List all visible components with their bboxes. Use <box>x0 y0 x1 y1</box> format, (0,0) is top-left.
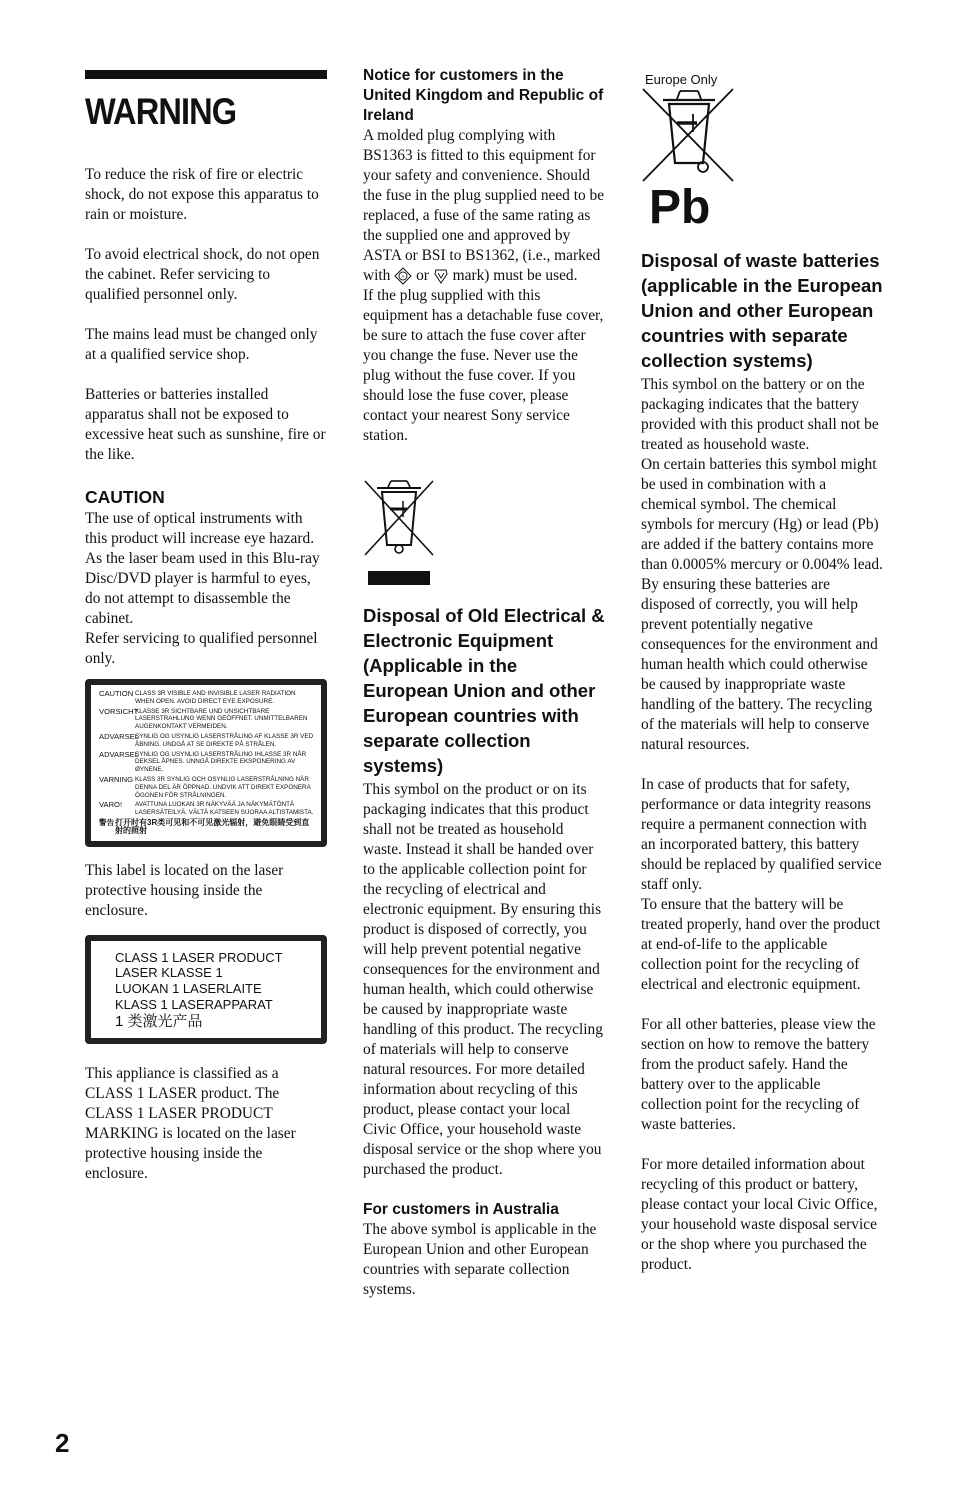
class1-laser-label <box>85 935 327 1044</box>
warning-paragraph-3: The mains lead must be changed only at a qualified service shop. <box>85 326 318 363</box>
label-row-head: VORSICHT <box>99 706 139 716</box>
plug-text-2: If the plug supplied with this equipment has a detachable fuse cover, be sure to attach the fuse cover after you change the fuse. Never use the plug without the fuse cover. If you should lose the fuse cover, please contact your nearest Sony service station. <box>363 287 604 444</box>
label-row-head: VARNING <box>99 774 134 784</box>
label-row-text: SYNLIG OG USYNLIG LASERSTRÅLING AF KLASSE 3R VED ÅBNING. UNDGÅ AT SE DIREKTE PÅ STRÅLEN. <box>135 732 314 748</box>
warning-heading: WARNING <box>85 91 237 132</box>
crossed-out-bin-icon <box>641 87 737 185</box>
label-row-text: KLASSE 3R SICHTBARE UND UNSICHTBARE LASERSTRAHLUNG WENN GEÖFFNET. UNMITTELBAREN AUGENKONTAKT VERMEIDEN. <box>135 707 308 731</box>
class-label-line: LASER KLASSE 1 <box>115 965 223 981</box>
class-label-line: 1 类激光产品 <box>115 1012 203 1030</box>
weee-disposal-text: This symbol on the product or on its packaging indicates that this product shall not be treated as household waste. Instead it shall be handed over to the applicable collection point for the recycling of electrical and electronic equipment. By ensuring this product is disposed of correctly, you will help prevent potential negative consequences for the environment and human health, which could otherwise be caused by inappropriate waste handling of this product. The recycling of materials will help to conserve natural resources. For more detailed information about recycling of this product, please contact your local Civic Office, your household waste disposal service or the shop where you purchased the product. <box>363 781 603 1178</box>
uk-notice-heading: Notice for customers in the United Kingdom and Republic of Ireland <box>363 67 604 124</box>
label-row-head: ADVARSEL <box>99 731 139 741</box>
label-row <box>99 751 316 774</box>
label-row-text: 打开时有3R类可见和不可见激光辐射，避免眼睛受到直射的照射 <box>115 817 310 835</box>
label-row-text: SYNLIG OG USYNLIG LASERSTRÅLING IHLASSE 3R NÅR DEKSEL ÅPNES. UNNGÅ DIREKTE EKSPONERING AV ØYNENE. <box>135 750 307 774</box>
label-row <box>99 690 316 706</box>
plug-text-1: A molded plug complying with BS1363 is fitted to this equipment for your safety and convenience. Should the fuse in the plug supplied need to be replaced, a fuse of the same rating as the supplied one and approved by ASTA or BSI to BS1362, (i.e., marked with <box>363 127 605 284</box>
warning-paragraph-1: To reduce the risk of fire or electric shock, do not expose this apparatus to rain or moisture. <box>85 166 319 223</box>
label-row-head: CAUTION <box>99 689 134 698</box>
label-row <box>99 733 316 749</box>
plug-text <box>363 126 605 286</box>
label-row-text: KLASS 3R SYNLIG OCH OSYNLIG LASERSTRÅLNING NÄR DENNA DEL ÄR ÖPPNAD. UNDVIK ATT DIREKT EXPONERA ÖGONEN FÖR STRÅLNINGEN. <box>135 775 311 799</box>
label-row-head: 警告 <box>99 817 115 827</box>
label-row <box>99 776 316 799</box>
label-row-head: ADVARSEL <box>99 749 139 759</box>
label-row <box>99 708 316 731</box>
battery-paragraph-6: For all other batteries, please view the section on how to remove the battery from the product safely. Hand the battery over to the applicable collection point for the recycling of waste batteries. <box>641 1016 876 1133</box>
weee-disposal-heading: Disposal of Old Electrical & Electronic Equipment (Applicable in the European Union and other European countries with separate collection systems) <box>363 605 605 776</box>
label-row <box>99 819 316 835</box>
battery-disposal-heading: Disposal of waste batteries (applicable in the European Union and other European countries with separate collection systems) <box>641 250 883 371</box>
class-text: This appliance is classified as a CLASS 1 LASER product. The CLASS 1 LASER PRODUCT MARKING is located on the laser protective housing inside the enclosure. <box>85 1064 296 1182</box>
label-location-text: This label is located on the laser protective housing inside the enclosure. <box>85 861 284 919</box>
warning-paragraph-2: To avoid electrical shock, do not open the cabinet. Refer servicing to qualified personnel only. <box>85 246 320 303</box>
caution-text: The use of optical instruments with this product will increase eye hazard. As the laser beam used in this Blu-ray Disc/DVD player is harmful to eyes, do not attempt to disassemble the cabinet. <box>85 510 320 627</box>
laser-warning-label <box>85 679 327 847</box>
caution-text-2: Refer servicing to qualified personnel only. <box>85 630 318 667</box>
asta-mark-icon <box>394 267 412 285</box>
label-row-text: AVATTUNA LUOKAN 3R NÄKYVÄÄ JA NÄKYMÄTÖNTÄ LASERSÄTEILYÄ. VÄLTÄ KATSEEN SUORAA ALTISTAMISTA. <box>135 801 314 817</box>
weee-symbol <box>363 479 435 592</box>
column-left <box>85 66 327 1184</box>
label-row <box>99 801 316 817</box>
class-label-line: LUOKAN 1 LASERLAITE <box>115 981 262 997</box>
pb-chemical-symbol: Pb <box>649 181 711 234</box>
heading-rule <box>85 70 327 79</box>
plug-text-or: or <box>416 267 429 284</box>
class-label-line: KLASS 1 LASERAPPARAT <box>115 996 273 1012</box>
warning-paragraph-4: Batteries or batteries installed apparatus shall not be exposed to excessive heat such as sunshine, fire or the like. <box>85 386 326 463</box>
caution-heading: CAUTION <box>85 487 165 507</box>
battery-paragraph-5: To ensure that the battery will be treated properly, hand over the product at end-of-life to the applicable collection point for the recycling of electrical and electronic equipment. <box>641 896 881 993</box>
battery-paragraph-3: By ensuring these batteries are disposed of correctly, you will help prevent potentially negative consequences for the environment and human health which could otherwise be caused by inappropriate waste handling of the battery. The recycling of the materials will help to conserve natural resources. <box>641 576 878 753</box>
crossed-out-bin-icon <box>363 479 435 587</box>
plug-text-mark: mark) must be used. <box>452 267 578 284</box>
battery-paragraph-7: For more detailed information about recycling of this product or battery, please contact your local Civic Office, your household waste disposal service or the shop where you purchased the product. <box>641 1156 878 1273</box>
column-middle <box>363 66 605 1300</box>
australia-text: The above symbol is applicable in the European Union and other European countries with separate collection systems. <box>363 1221 597 1298</box>
battery-paragraph-2: On certain batteries this symbol might be used in combination with a chemical symbol. The chemical symbols for mercury (Hg) or lead (Pb) are added if the battery contains more than 0.0005% mercury or 0.004% lead. <box>641 456 883 573</box>
label-row-text: CLASS 3R VISIBLE AND INVISIBLE LASER RADIATION WHEN OPEN. AVOID DIRECT EYE EXPOSURE. <box>135 690 296 705</box>
battery-symbol <box>641 72 741 232</box>
europe-only-label: Europe Only <box>645 72 718 87</box>
bsi-kitemark-icon <box>433 268 449 284</box>
page-number: 2 <box>55 1428 70 1458</box>
battery-paragraph-4: In case of products that for safety, performance or data integrity reasons require a permanent connection with an incorporated battery, this battery should be replaced by qualified service staff only. <box>641 776 882 893</box>
svg-text:A: A <box>401 274 405 280</box>
class-label-line: CLASS 1 LASER PRODUCT <box>115 949 283 965</box>
column-right <box>641 66 883 1275</box>
label-row-head: VARO! <box>99 800 123 810</box>
battery-paragraph-1: This symbol on the battery or on the packaging indicates that the battery provided with this product shall not be treated as household waste. <box>641 376 879 453</box>
australia-heading: For customers in Australia <box>363 1201 559 1218</box>
